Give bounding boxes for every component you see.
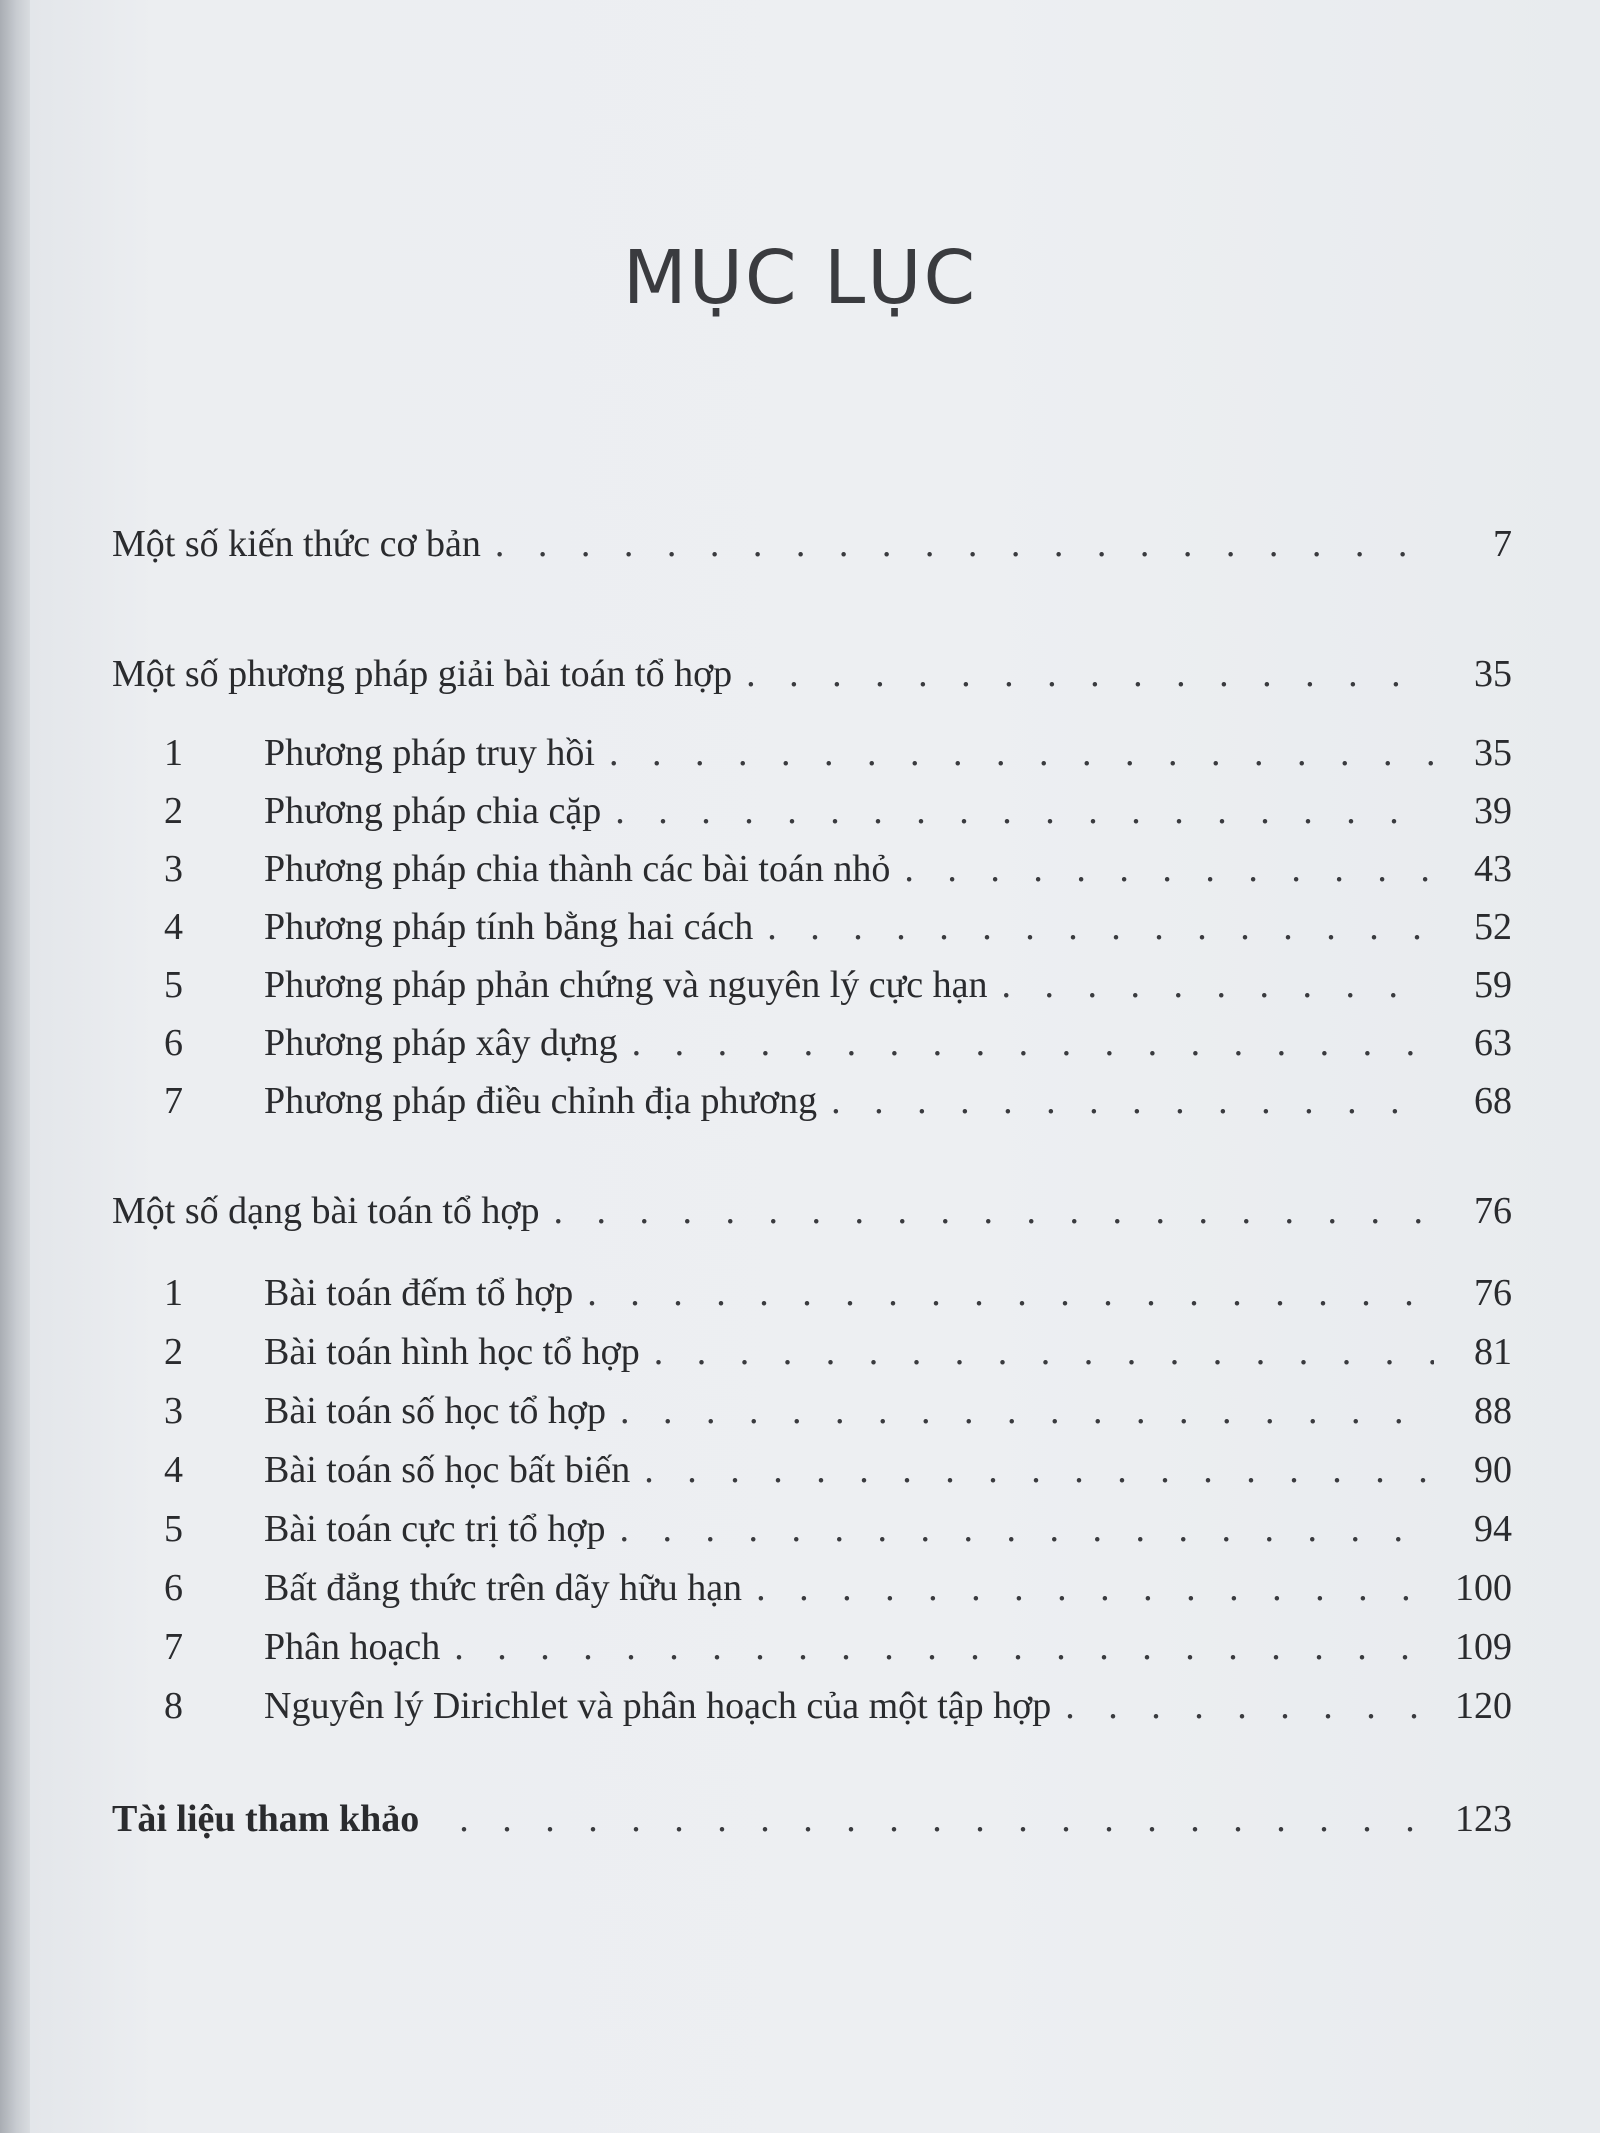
- toc-entry-label: Phương pháp chia cặp: [264, 790, 602, 832]
- page-title: MỤC LỤC: [622, 235, 978, 321]
- leader-dots: [632, 1024, 1434, 1062]
- toc-page-number: 35: [1474, 653, 1512, 695]
- toc-entry-section: [112, 1024, 1512, 1062]
- toc-entry-references: [112, 1800, 1512, 1838]
- toc-page-number: 123: [1455, 1798, 1512, 1840]
- leader-dots: [609, 734, 1434, 772]
- leader-dots: [756, 1569, 1434, 1607]
- toc-entry-label: Bài toán đếm tổ hợp: [264, 1272, 574, 1314]
- toc-entry-section: [112, 1628, 1512, 1666]
- section-number: 5: [164, 964, 183, 1006]
- toc-entry-section: [112, 850, 1512, 888]
- toc-entry-label: Phương pháp tính bằng hai cách: [264, 906, 754, 948]
- toc-entry-section: [112, 734, 1512, 772]
- toc-entry-section: [112, 1451, 1512, 1489]
- toc-entry-chapter: [112, 525, 1512, 563]
- toc-page-number: 88: [1474, 1390, 1512, 1432]
- leader-dots: [767, 908, 1434, 946]
- toc-entry-chapter: [112, 655, 1512, 693]
- section-number: 6: [164, 1567, 183, 1609]
- leader-dots: [495, 525, 1434, 563]
- section-number: 4: [164, 1449, 183, 1491]
- leader-dots: [587, 1274, 1434, 1312]
- toc-page-number: 120: [1455, 1685, 1512, 1727]
- toc-entry-section: [112, 1274, 1512, 1312]
- toc-entry-section: [112, 966, 1512, 1004]
- toc-page-number: 63: [1474, 1022, 1512, 1064]
- leader-dots: [615, 792, 1434, 830]
- toc-entry-section: [112, 908, 1512, 946]
- leader-dots: [619, 1510, 1434, 1548]
- leader-dots: [459, 1800, 1434, 1838]
- toc-entry-label: Nguyên lý Dirichlet và phân hoạch của một tập hợp: [264, 1685, 1052, 1727]
- toc-entry-label: Một số kiến thức cơ bản: [112, 523, 481, 565]
- toc-entry-label: Bài toán hình học tổ hợp: [264, 1331, 640, 1373]
- section-number: 3: [164, 848, 183, 890]
- section-number: 3: [164, 1390, 183, 1432]
- leader-dots: [554, 1192, 1435, 1230]
- toc-entry-section: [112, 1569, 1512, 1607]
- toc-entry-label: Phương pháp xây dựng: [264, 1022, 618, 1064]
- leader-dots: [654, 1333, 1434, 1371]
- section-number: 2: [164, 1331, 183, 1373]
- toc-page-number: 94: [1474, 1508, 1512, 1550]
- toc-page-number: 100: [1455, 1567, 1512, 1609]
- toc-entry-label: Bài toán số học tổ hợp: [264, 1390, 606, 1432]
- toc-page-number: 52: [1474, 906, 1512, 948]
- toc-entry-label: Bất đẳng thức trên dãy hữu hạn: [264, 1567, 743, 1609]
- toc-page-number: 90: [1474, 1449, 1512, 1491]
- leader-dots: [904, 850, 1434, 888]
- section-number: 1: [164, 1272, 183, 1314]
- section-number: 6: [164, 1022, 183, 1064]
- toc-entry-chapter: [112, 1192, 1512, 1230]
- section-number: 4: [164, 906, 183, 948]
- toc-entry-label: Phương pháp truy hồi: [264, 732, 595, 774]
- toc-entry-section: [112, 792, 1512, 830]
- toc-page-number: 39: [1474, 790, 1512, 832]
- leader-dots: [1002, 966, 1434, 1004]
- toc-page-number: 76: [1474, 1272, 1512, 1314]
- leader-dots: [746, 655, 1434, 693]
- toc-page-number: 35: [1474, 732, 1512, 774]
- section-number: 5: [164, 1508, 183, 1550]
- toc-page-number: 109: [1455, 1626, 1512, 1668]
- toc-page-number: 59: [1474, 964, 1512, 1006]
- toc-entry-label: Phương pháp chia thành các bài toán nhỏ: [264, 848, 891, 890]
- toc-entry-label: Bài toán cực trị tổ hợp: [264, 1508, 606, 1550]
- leader-dots: [831, 1082, 1434, 1120]
- toc-entry-section: [112, 1510, 1512, 1548]
- section-number: 2: [164, 790, 183, 832]
- toc-entry-label: Phân hoạch: [264, 1626, 441, 1668]
- toc-page-number: 76: [1474, 1190, 1512, 1232]
- toc-entry-label: Tài liệu tham khảo: [112, 1798, 420, 1840]
- section-number: 7: [164, 1626, 183, 1668]
- leader-dots: [1065, 1687, 1434, 1725]
- toc-entry-section: [112, 1687, 1512, 1725]
- toc-page-number: 43: [1474, 848, 1512, 890]
- toc-entry-section: [112, 1082, 1512, 1120]
- toc-entry-label: Bài toán số học bất biến: [264, 1449, 631, 1491]
- toc-page-number: 7: [1493, 523, 1512, 565]
- toc-entry-label: Phương pháp điều chỉnh địa phương: [264, 1080, 818, 1122]
- toc-entry-label: Một số dạng bài toán tổ hợp: [112, 1190, 540, 1232]
- toc-entry-label: Một số phương pháp giải bài toán tổ hợp: [112, 653, 733, 695]
- section-number: 8: [164, 1685, 183, 1727]
- leader-dots: [644, 1451, 1434, 1489]
- toc-page-number: 68: [1474, 1080, 1512, 1122]
- toc-entry-section: [112, 1392, 1512, 1430]
- toc-entry-label: Phương pháp phản chứng và nguyên lý cực hạn: [264, 964, 988, 1006]
- toc-entry-section: [112, 1333, 1512, 1371]
- toc-page-number: 81: [1474, 1331, 1512, 1373]
- leader-dots: [620, 1392, 1434, 1430]
- leader-dots: [454, 1628, 1434, 1666]
- section-number: 1: [164, 732, 183, 774]
- section-number: 7: [164, 1080, 183, 1122]
